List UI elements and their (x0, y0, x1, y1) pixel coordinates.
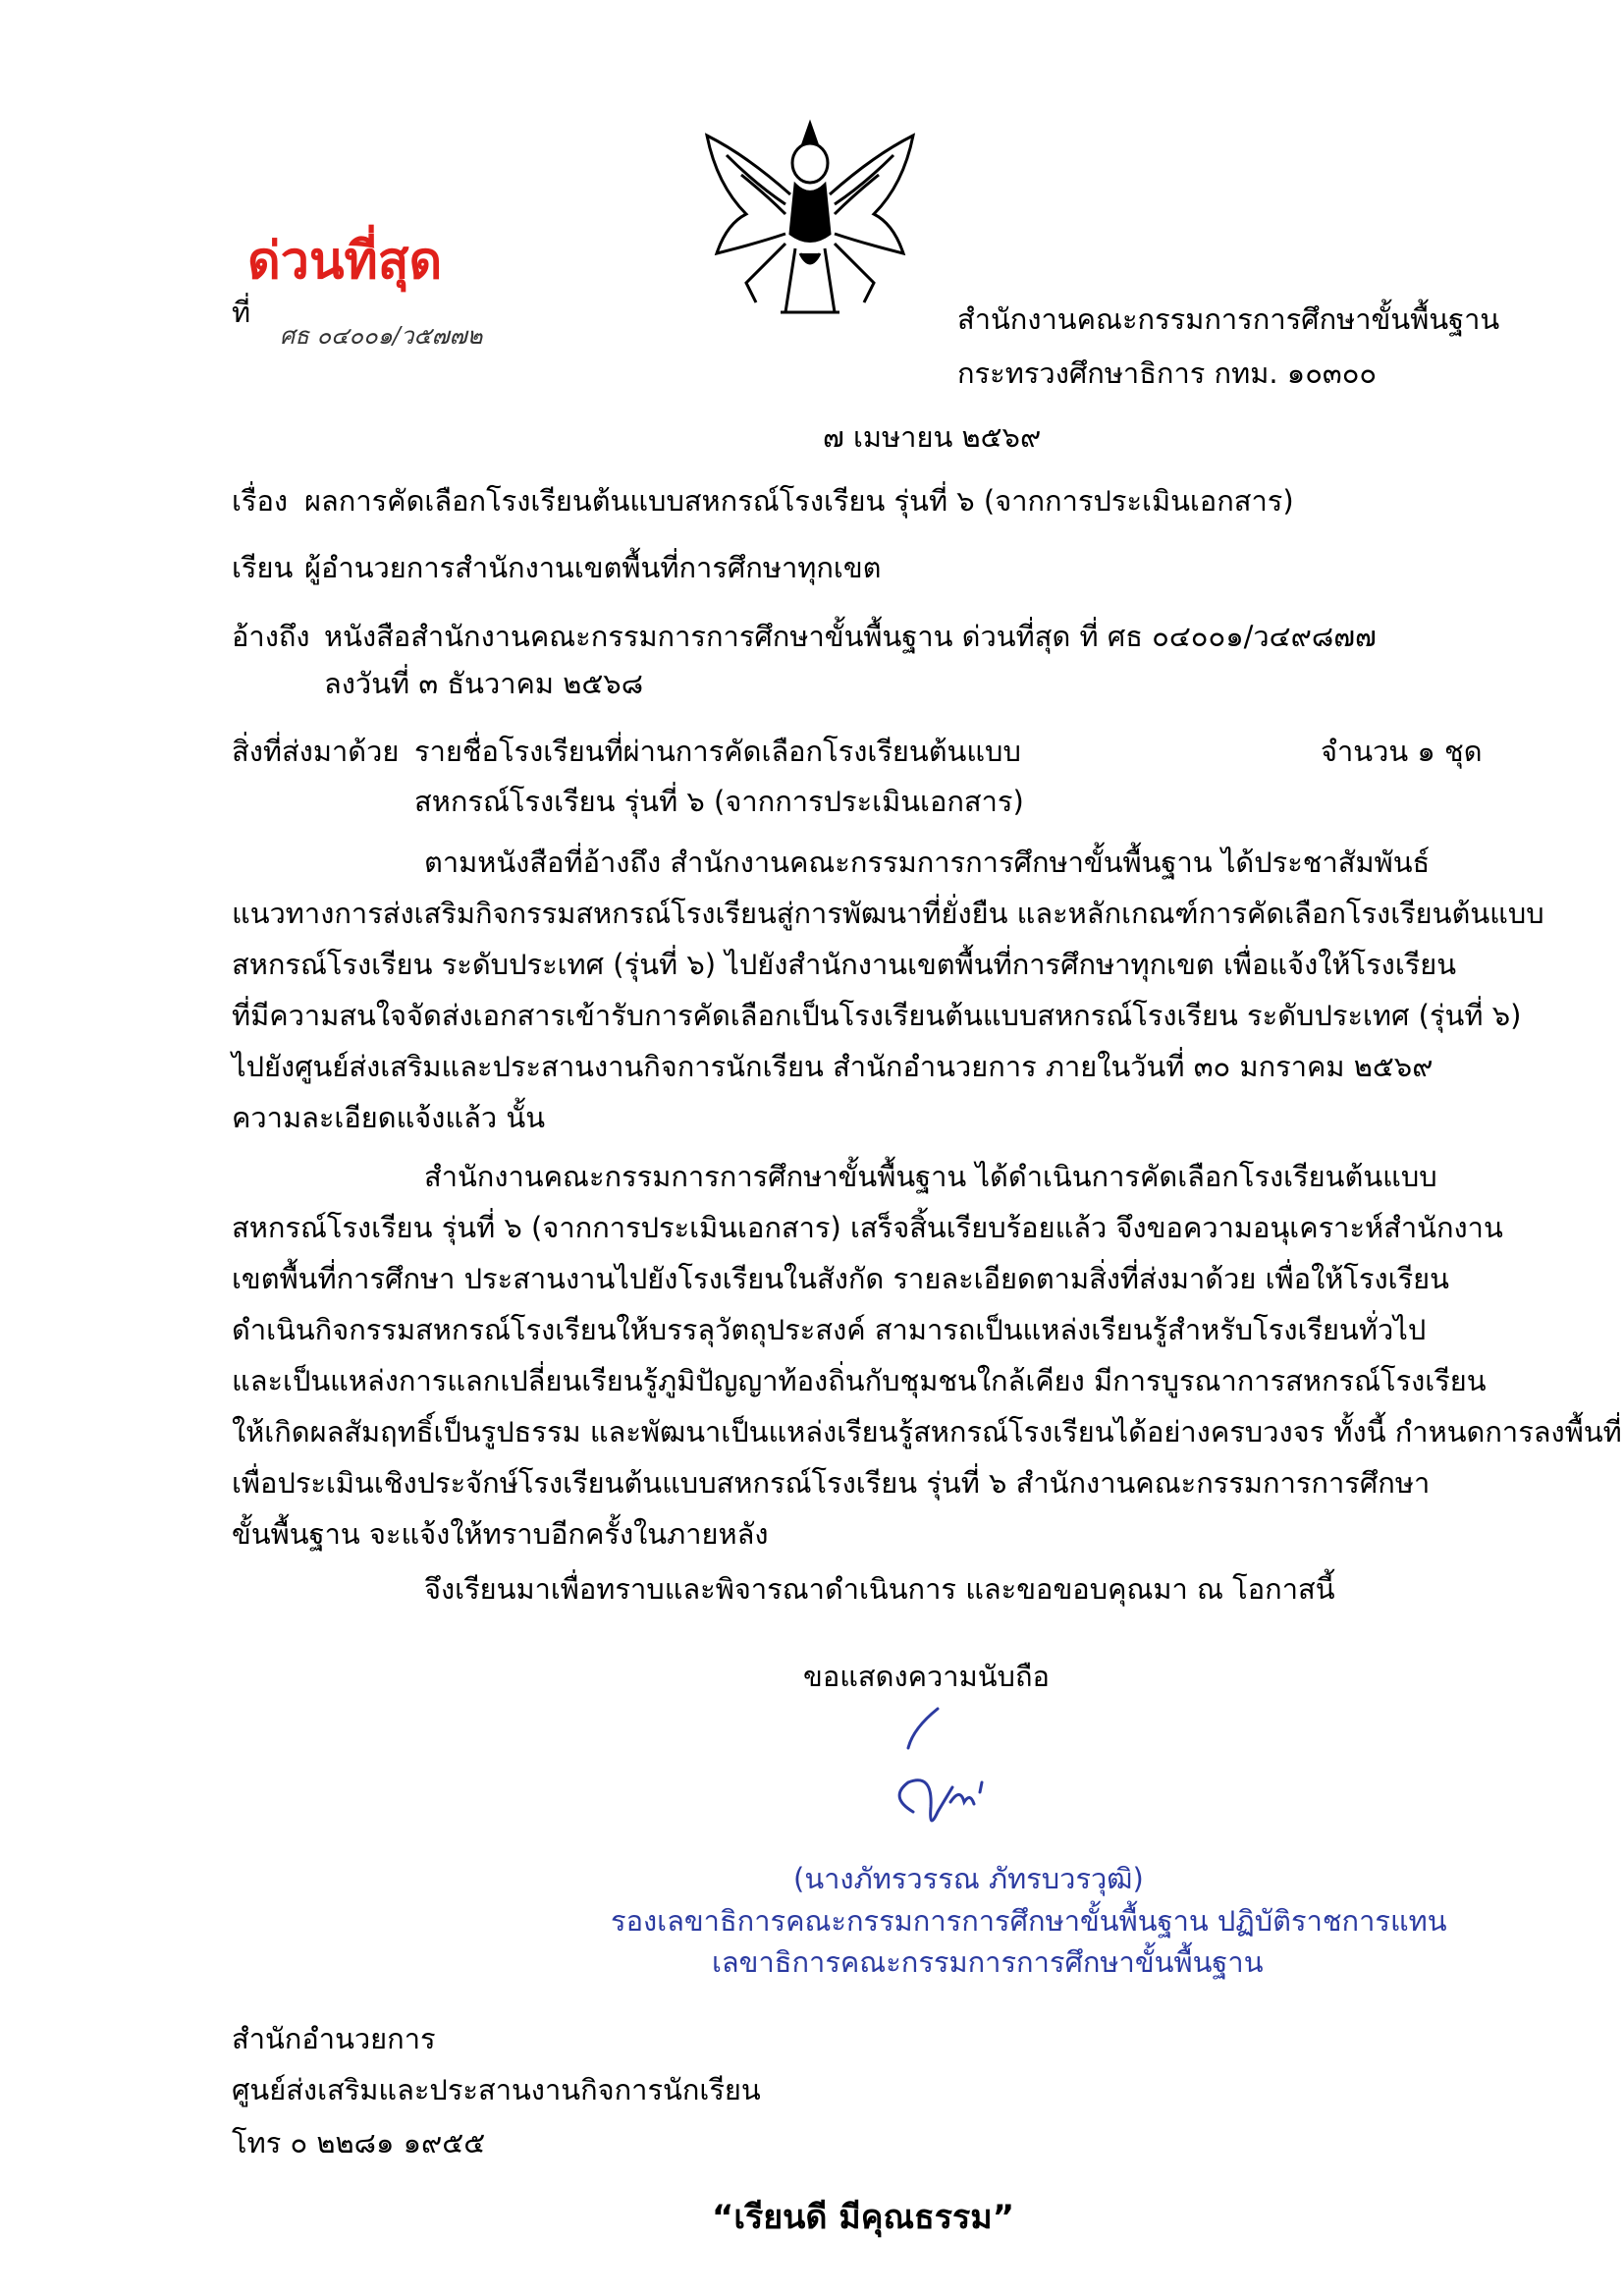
enclosure-quantity: จำนวน ๑ ชุด (1321, 735, 1483, 768)
para2-line: สหกรณ์โรงเรียน รุ่นที่ ๖ (จากการประเมินเอกสาร) เสร็จสิ้นเรียบร้อยแล้ว จึงขอความอนุเคราะห์สำนักงาน (232, 1211, 1503, 1244)
reference-label: อ้างถึง (232, 620, 310, 653)
to-label: เรียน (232, 551, 294, 584)
para2-line: เพื่อประเมินเชิงประจักษ์โรงเรียนต้นแบบสหกรณ์โรงเรียน รุ่นที่ ๖ สำนักงานคณะกรรมการการศึกษา (232, 1466, 1431, 1500)
para2-line: ขั้นพื้นฐาน จะแจ้งให้ทราบอีกครั้งในภายหลัง (232, 1517, 769, 1551)
enclosure-line1: รายชื่อโรงเรียนที่ผ่านการคัดเลือกโรงเรียนต้นแบบ (414, 735, 1021, 768)
para1-line: ที่มีความสนใจจัดส่งเอกสารเข้ารับการคัดเลือกเป็นโรงเรียนต้นแบบสหกรณ์โรงเรียน ระดับประเทศ (รุ่นที่ ๖) (232, 999, 1522, 1032)
body-paragraph-3: จึงเรียนมาเพื่อทราบและพิจารณาดำเนินการ และขอขอบคุณมา ณ โอกาสนี้ (424, 1572, 1335, 1606)
para2-line: เขตพื้นที่การศึกษา ประสานงานไปยังโรงเรียนในสังกัด รายละเอียดตามสิ่งที่ส่งมาด้วย เพื่อให้โรงเรียน (232, 1262, 1449, 1295)
urgency-label: ด่วนที่สุด (247, 232, 443, 291)
body-paragraph-1 (232, 837, 1544, 1143)
para2-line: สำนักงานคณะกรรมการการศึกษาขั้นพื้นฐาน ได้ดำเนินการคัดเลือกโรงเรียนต้นแบบ (424, 1160, 1437, 1193)
body-paragraph-2 (232, 1151, 1622, 1559)
signature-image (884, 1694, 1011, 1841)
garuda-emblem-icon (687, 116, 933, 322)
footer-motto: “เรียนดี มีคุณธรรม” (712, 2198, 1015, 2237)
doc-number: ศธ ๐๔๐๐๑/ว๕๗๗๒ (280, 322, 483, 350)
para1-line: ความละเอียดแจ้งแล้ว นั้น (232, 1101, 546, 1134)
footer-unit: ศูนย์ส่งเสริมและประสานงานกิจการนักเรียน (232, 2073, 761, 2106)
para1-line: แนวทางการส่งเสริมกิจกรรมสหกรณ์โรงเรียนสู่การพัฒนาที่ยั่งยืน และหลักเกณฑ์การคัดเลือกโรงเรียนต้นแบบ (232, 897, 1544, 930)
enclosure-line2: สหกรณ์โรงเรียน รุ่นที่ ๖ (จากการประเมินเอกสาร) (414, 785, 1024, 818)
footer-phone: โทร ๐ ๒๒๘๑ ๑๙๕๕ (232, 2126, 486, 2159)
org-line2: กระทรวงศึกษาธิการ กทม. ๑๐๓๐๐ (957, 356, 1378, 390)
para2-line: ดำเนินกิจกรรมสหกรณ์โรงเรียนให้บรรลุวัตถุประสงค์ สามารถเป็นแหล่งเรียนรู้สำหรับโรงเรียนทั่วไป (232, 1313, 1427, 1346)
para1-line: ตามหนังสือที่อ้างถึง สำนักงานคณะกรรมการการศึกษาขั้นพื้นฐาน ได้ประชาสัมพันธ์ (424, 846, 1431, 879)
signer-name: (นางภัทรวรรณ ภัทรบวรวุฒิ) (793, 1862, 1144, 1895)
to-text: ผู้อำนวยการสำนักงานเขตพื้นที่การศึกษาทุกเขต (304, 551, 882, 584)
closing-salutation: ขอแสดงความนับถือ (803, 1660, 1050, 1693)
para2-line: และเป็นแหล่งการแลกเปลี่ยนเรียนรู้ภูมิปัญญาท้องถิ่นกับชุมชนใกล้เคียง มีการบูรณาการสหกรณ์โรงเรียน (232, 1364, 1487, 1397)
para1-line: สหกรณ์โรงเรียน ระดับประเทศ (รุ่นที่ ๖) ไปยังสำนักงานเขตพื้นที่การศึกษาทุกเขต เพื่อแจ้งให้โรงเรียน (232, 948, 1457, 981)
doc-date: ๗ เมษายน ๒๕๖๙ (823, 420, 1042, 454)
doc-number-label: ที่ (232, 296, 251, 329)
signer-title-1: รองเลขาธิการคณะกรรมการการศึกษาขั้นพื้นฐาน ปฏิบัติราชการแทน (611, 1904, 1447, 1938)
para2-line: ให้เกิดผลสัมฤทธิ์เป็นรูปธรรม และพัฒนาเป็นแหล่งเรียนรู้สหกรณ์โรงเรียนได้อย่างครบวงจร ทั้งนี้ กำหนดการลงพื้นที่ (232, 1415, 1622, 1449)
signer-title-2: เลขาธิการคณะกรรมการการศึกษาขั้นพื้นฐาน (712, 1945, 1264, 1979)
para1-line: ไปยังศูนย์ส่งเสริมและประสานงานกิจการนักเรียน สำนักอำนวยการ ภายในวันที่ ๓๐ มกราคม ๒๕๖๙ (232, 1050, 1434, 1083)
reference-line2: ลงวันที่ ๓ ธันวาคม ๒๕๖๘ (324, 667, 644, 700)
subject-text: ผลการคัดเลือกโรงเรียนต้นแบบสหกรณ์โรงเรียน รุ่นที่ ๖ (จากการประเมินเอกสาร) (304, 484, 1294, 518)
org-line1: สำนักงานคณะกรรมการการศึกษาขั้นพื้นฐาน (957, 302, 1500, 336)
enclosure-label: สิ่งที่ส่งมาด้วย (232, 735, 400, 768)
footer-office: สำนักอำนวยการ (232, 2022, 436, 2055)
subject-label: เรื่อง (232, 484, 289, 518)
reference-line1: หนังสือสำนักงานคณะกรรมการการศึกษาขั้นพื้นฐาน ด่วนที่สุด ที่ ศธ ๐๔๐๐๑/ว๔๙๘๗๗ (324, 620, 1377, 653)
